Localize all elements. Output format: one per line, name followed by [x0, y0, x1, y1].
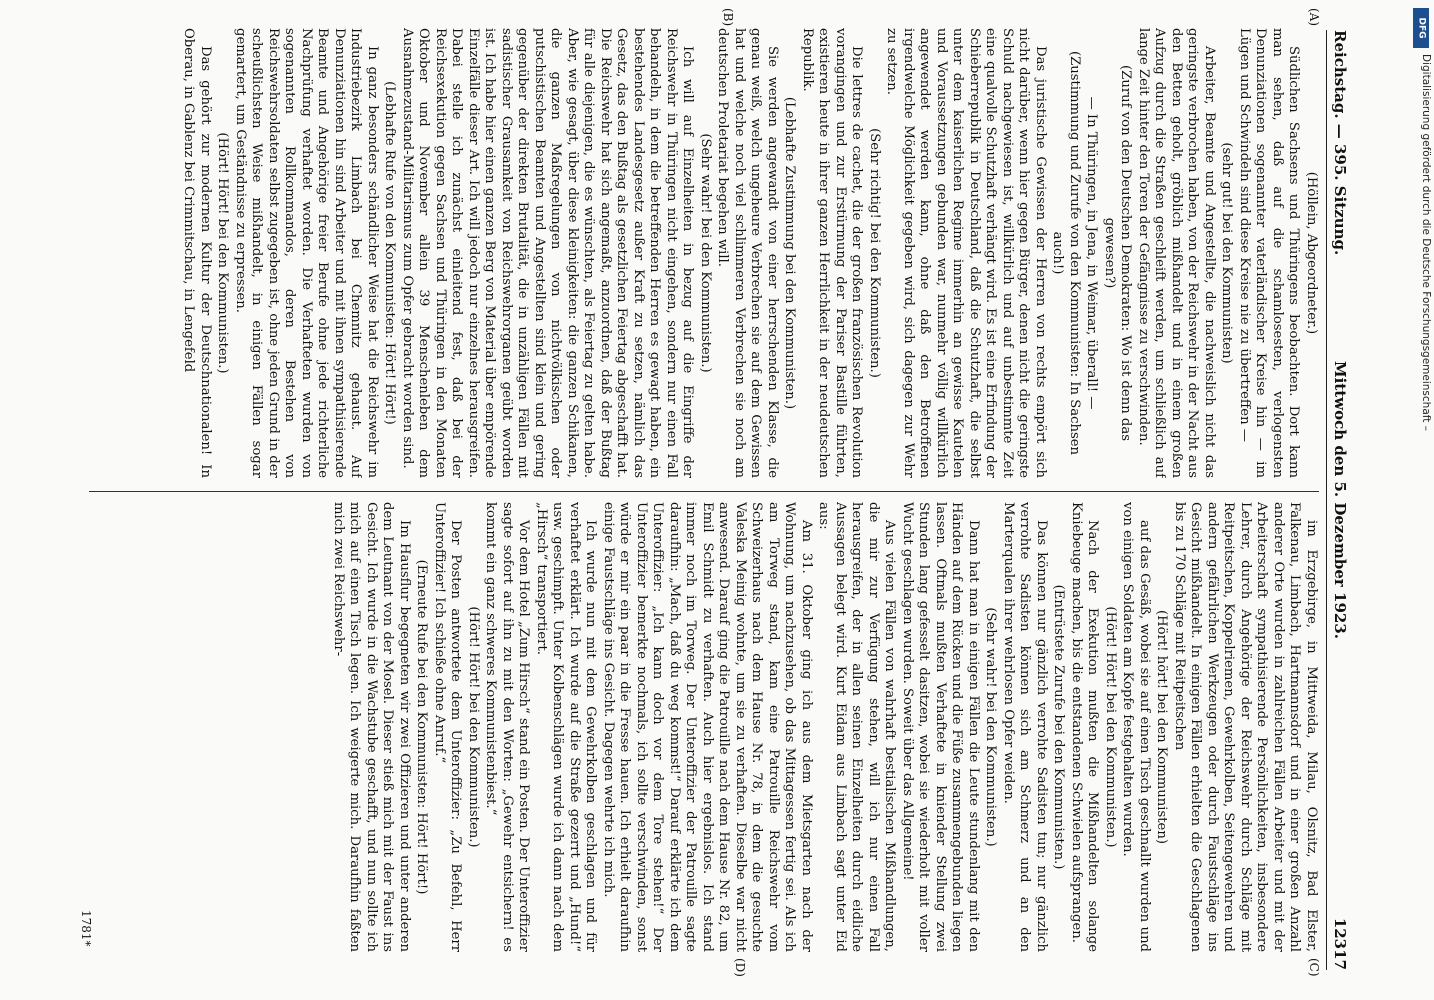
paragraph: (Sehr wahr! bei den Kommunisten.): [983, 607, 999, 847]
paragraph: (Lebhafte Rufe von den Kommunisten: Hört! Hört!): [382, 81, 398, 425]
rotated-print-page: [67, 10, 1367, 990]
paragraph: im Erzgebirge, in Mittweida, Milau, Olsnitz, Bad Elster, Falkenau, Limbach, Hartmannsdorf und in einer großen Anzahl anderer Orte wurden in zahlreichen Fällen Arbeiter und mit der Arbeiterschaft sympathisierende Persönlichkeiten, insbesondere Lehrer, durch Angehörige der Reichswehr durch Schläge mit Reitpeitschen, Koppelriemen, Gewehrkolben, Seitengewehren und andern gefährlichen Werkzeugen oder durch Faustschläge ins Gesicht mißhandelt. In einigen Fällen erhielten die Geschlagenen bis zu 170 Schläge mit Reitpeitschen: [1172, 502, 1319, 952]
funding-credit: [1412, 8, 1432, 988]
paragraph: (Erneute Rufe bei den Kommunisten: Hört! Hört!): [414, 559, 430, 895]
paragraph: Am 31. Oktober ging ich aus dem Mietsgarten nach der Wohnung, um nachzusehen, ob das Mittagessen fertig sei. Als ich am Torweg stand, kam eine Patrouille Reichswehr vom Schweizerhaus nach dem Hause Nr. 78, in dem die gesuchte Valeska Meinig wohnte, um sie zu verhaften. Dieselbe war nicht anwesend. Darauf ging die Patrouille nach dem Hause Nr. 82, um Emil Schmidt zu verhaften. Auch hier ergebnislos. Ich stand immer noch im Torweg. Der Unteroffizier der Patrouille sagte daraufhin: „Mach, daß du weg kommst!“ Darauf erklärte ich dem Unteroffizier: „Ich kann doch vor dem Tore stehen!“ Der Unteroffizier bemerkte nochmals, ich sollte verschwinden, sonst würde er mir ein paar in die Fresse hauen. Ich erhielt daraufhin einige Faustschläge ins Gesicht. Dagegen wehrte ich mich.: [601, 502, 814, 952]
paragraph: Der Posten antwortete dem Unteroffizier: „Zu Befehl, Herr Unteroffizier! Ich schieße ohne Anruf.“: [432, 502, 464, 952]
paragraph: (Entrüstete Zurufe bei den Kommunisten.): [1051, 584, 1067, 870]
paragraph: (Höllein, Abgeordneter.): [1304, 171, 1319, 335]
dfg-logo: DFG: [1413, 8, 1429, 48]
credit-text: Digitalisierung gefördert durch die Deutsche Forschungsgemeinschaft –: [1420, 54, 1432, 431]
paragraph: (Hört! Hört! bei den Kommunisten.): [215, 132, 231, 374]
paragraph: Vor dem Hotel „Zum Hirsch“ stand ein Posten. Der Unteroffizier sagte sofort auf ihn zu mit den Worten: „Gewehr entsichern! es kommt ein ganz schweres Kommunistenbiest.“: [483, 502, 532, 952]
sheet-number: 1781*: [79, 910, 93, 947]
margin-mark-b: (B): [721, 8, 735, 27]
paragraph: (Zuruf von den Deutschen Demokraten: Wo ist denn das gewesen?): [1102, 65, 1134, 441]
margin-mark-d: (D): [733, 958, 747, 977]
paragraph: Das juristische Gewissen der Herren von rechts empört sich nicht darüber, wenn hier gegen Bürger, denen nicht die geringste Schuld nachgewiesen ist, willkürlich und auf unbestimmte Zeit eine qualvolle Schutzhaft verhängt wird. Es ist eine Erfindung der Schieberrepublik in Deutschland, daß die Schutzhaft, die selbst unter dem kaiserlichen Regime immerhin an gewisse Kautelen und Voraussetzungen gebunden war, nunmehr völlig willkürlich angewendet werden kann, ohne daß den Betroffenen irgendwelche Möglichkeit gegeben wird, sich dagegen zur Wehr zu setzen.: [884, 28, 1048, 478]
paragraph: — In Thüringen, in Jena, in Weimar, überall! —: [1084, 96, 1100, 410]
paragraph: (Hört! hört! bei den Kommunisten): [1154, 610, 1170, 844]
paragraph: (Zustimmung und Zurufe von den Kommunisten: In Sachsen auch!): [1050, 50, 1082, 456]
left-column: [89, 28, 1319, 478]
paragraph: Dann hat man in einigen Fällen die Leute stundenlang mit den Händen auf dem Rücken und die Füße zusammengebunden liegen lassen. Oftmals mußten Verhaftete in kniender Stellung zwei Stunden lang gefesselt dasitzen, wobei sie wiederholt mit voller Wucht geschlagen wurden. Soweit über das Allgemeine!: [900, 502, 981, 952]
paragraph: Sie werden angewandt von einer herrschenden Klasse, die genau weiß, welch ungeheure Verbrechen sie auf dem Gewissen hat und welche noch viel schlimmeren Verbrechen sie noch am deutschen Proletariat begehen will.: [715, 28, 780, 478]
paragraph: (Hört! Hört! bei den Kommunisten.): [466, 606, 481, 848]
margin-mark-c: (C): [1307, 958, 1321, 977]
paragraph: (Sehr richtig! bei den Kommunisten.): [867, 128, 882, 378]
paragraph: Ich will auf Einzelheiten in bezug auf die Eingriffe der Reichswehr in Thüringen nicht eingehen, sondern nur einen Fall behandeln, in dem die betreffenden Herren es gewagt haben, ein bestehendes Landesgesetz außer Kraft zu setzen, nämlich das Gesetz, das den Bußtag als gesetzlichen Feiertag abgeschafft hat. Die Reichswehr hat sich angemaßt, anzuordnen, daß der Bußtag für alle diejenigen, die es wünschten, als Feiertag zu gelten habe. Aber, wie gesagt, über diese kleinigkeiten: die ganzen Schikanen, die ganzen Maßregelungen von nichtvölkischen oder putschistischen Beamten und Angestellten sind klein und gering gegenüber der direkten Brutalität, die in unzähligen Fällen mit sadistischer Grausamkeit von Reichswehrorganen geübt worden ist. Ich habe hier einen ganzen Berg von Material über empörende Einzelfälle dieser Art. Ich will jedoch nur einzelnes herausgreifen. Dabei stelle ich zunächst einleitend fest, daß bei der Reichsexekution gegen Sachsen und Thüringen in den Monaten Oktober und November allein 39 Menschenleben dem Ausnahmezustand-Militarismus zum Opfer gebracht worden sind.: [400, 28, 696, 478]
header-rule: [1326, 30, 1327, 970]
page-number: 12317: [1331, 917, 1349, 970]
margin-mark-a: (A): [1307, 8, 1321, 27]
paragraph: Im Hausflur begegneten wir zwei Offizieren und unter anderen dem Leutnant von der Mosel. Dieser stieß mich mit der Faust ins Gesicht. Ich wurde in die Wachstube geschafft, und nun sollte ich mich auf einen Tisch legen. Ich weigerte mich. Daraufhin faßten mich zwei Reichswehr-: [331, 502, 412, 952]
paragraph: auf das Gesäß, wobei sie auf einen Tisch geschnallt wurden und von einigen Soldaten am Kopfe festgehalten wurden.: [1120, 502, 1152, 952]
paragraph: Das können nur gänzlich verrohte Sadisten tun; nur gänzlich verrohte Sadisten können sich am Schmerz und an den Marterqualen ihrer wehrlosen Opfer weiden.: [1001, 502, 1049, 952]
paragraph: Südlichen Sachsens und Thüringens beobachten. Dort kann man sehen, daß auf die schamlosesten, verlogensten Denunziationen sogenannter vaterländischer Kreise hin — im Lügen und Schwindeln sind diese Kreise nie zu übertreffen —: [1237, 28, 1302, 478]
paragraph: (sehr gut! bei den Kommunisten): [1219, 142, 1235, 364]
right-column: [89, 502, 1319, 952]
header-left: Reichstag. — 395. Sitzung.: [1331, 30, 1349, 256]
column-divider: [89, 491, 1319, 492]
paragraph: Die lettres de cachet, die der großen französischen Revolution vorangingen und zur Erstürmung der Pariser Bastille führten, existieren heute in ihrer ganzen Herrlichkeit in der neudeutschen Republik.: [800, 28, 865, 478]
paragraph: Das gehört zur modernen Kultur der Deutschnationalen! In Oberau, in Gablenz bei Crimmitschau, in Lengefeld: [181, 28, 213, 478]
paragraph: Aus vielen Fällen von wahrhaft bestialischen Mißhandlungen, die mir zur Verfügung stehen, will ich nur einen Fall herausgreifen, der in allen seinen Einzelheiten durch eidliche Aussagen belegt wird. Kurt Eidam aus Limbach sagt unter Eid aus:: [816, 502, 898, 952]
paragraph: (Hört! Hört! bei den Kommunisten.): [1103, 606, 1118, 848]
paragraph: In ganz besonders schändlicher Weise hat die Reichswehr im Industriebezirk Limbach bei Chemnitz gehaust. Auf Denunziationen hin sind Arbeiter und mit ihnen sympathisierende Beamte und Angehörige freier Berufe ohne jede richterliche Nachprüfung verhaftet worden. Die Verhafteten wurden von sogenannten Rollkommandos, deren Bestehen von Reichswehrsoldaten selbst zugegeben ist, ohne jeden Grund in der scheußlichsten Weise mißhandelt, in einigen Fällen sogar gemartert, um Geständnisse zu erpressen.: [233, 28, 380, 478]
paragraph: (Sehr wahr! bei den Kommunisten.): [698, 133, 713, 373]
paragraph: (Lebhafte Zustimmung bei den Kommunisten.): [782, 96, 798, 410]
paragraph: Arbeiter, Beamte und Angestellte, die nachweislich nicht das geringste verbrochen haben, von der Reichswehr in der Nacht aus den Betten geholt, gröblich mißhandelt und in einem großen Aufzug durch die Straßen geschleift werden, um schließlich auf lange Zeit hinter den Toren der Gefängnisse zu verschwinden.: [1136, 28, 1217, 478]
paragraph: Ich wurde nun mit dem Gewehrkolben geschlagen und für verhaftet erklärt. Ich wurde auf die Straße gezerrt und „Hund!“ usw. geschimpft. Unter Kolbenschlägen wurde ich dann nach dem „Hirsch“ transportiert.: [534, 502, 599, 952]
paragraph: Nach der Exekution mußten die Mißhandelten solange Kniebeuge machen, bis die entstandenen Schwielen aufsprangen.: [1069, 502, 1101, 952]
header-date: Mittwoch den 5. Dezember 1923.: [1331, 361, 1349, 639]
